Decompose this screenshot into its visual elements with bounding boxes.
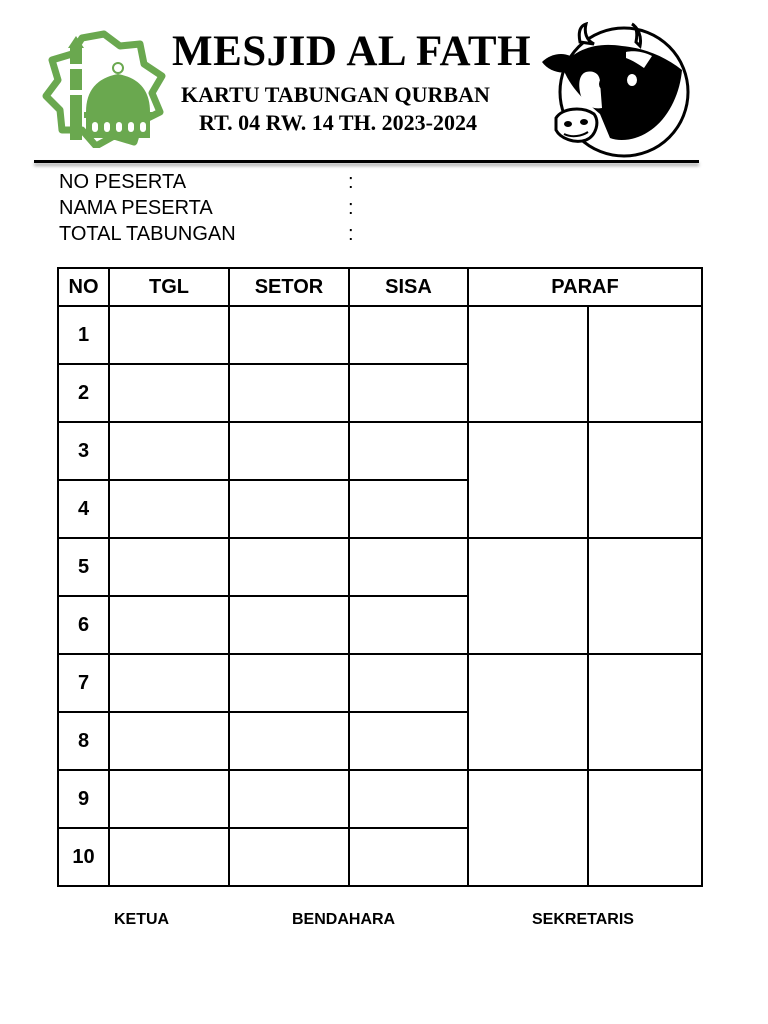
date-cell[interactable] [109, 422, 229, 480]
balance-cell[interactable] [349, 654, 468, 712]
table-row [58, 654, 702, 712]
header-no: NO [58, 268, 109, 306]
row-number: 7 [58, 654, 109, 712]
table-row [58, 770, 702, 828]
signature-cell[interactable] [468, 538, 588, 654]
participant-name-row [59, 195, 389, 221]
participant-name-label: NAMA PESERTA [59, 197, 213, 219]
row-number: 8 [58, 712, 109, 770]
signature-cell[interactable] [588, 654, 702, 770]
mosque-name-title: MESJID AL FATH [172, 28, 532, 75]
header-deposit: SETOR [229, 268, 349, 306]
participant-info [59, 169, 389, 247]
participant-number-row [59, 169, 389, 195]
signature-secretary: SEKRETARIS [532, 911, 634, 928]
signature-cell[interactable] [588, 538, 702, 654]
date-cell[interactable] [109, 828, 229, 886]
table-header-row [58, 268, 702, 306]
date-cell[interactable] [109, 596, 229, 654]
header-signature: PARAF [468, 268, 702, 306]
row-number: 5 [58, 538, 109, 596]
deposit-cell[interactable] [229, 538, 349, 596]
date-cell[interactable] [109, 306, 229, 364]
row-number: 4 [58, 480, 109, 538]
signature-treasurer: BENDAHARA [292, 911, 396, 928]
row-number: 3 [58, 422, 109, 480]
row-number: 1 [58, 306, 109, 364]
date-cell[interactable] [109, 770, 229, 828]
date-cell[interactable] [109, 364, 229, 422]
mosque-logo-icon [40, 30, 168, 148]
balance-cell[interactable] [349, 480, 468, 538]
signature-cell[interactable] [468, 422, 588, 538]
balance-cell[interactable] [349, 538, 468, 596]
signature-cell[interactable] [588, 306, 702, 422]
savings-table [57, 267, 703, 887]
balance-cell[interactable] [349, 770, 468, 828]
row-number: 9 [58, 770, 109, 828]
header-date: TGL [109, 268, 229, 306]
deposit-cell[interactable] [229, 364, 349, 422]
date-cell[interactable] [109, 480, 229, 538]
cow-head-icon [540, 22, 692, 158]
deposit-cell[interactable] [229, 596, 349, 654]
deposit-cell[interactable] [229, 654, 349, 712]
signature-cell[interactable] [588, 770, 702, 886]
table-row [58, 422, 702, 480]
participant-number-colon: : [348, 171, 354, 193]
deposit-cell[interactable] [229, 828, 349, 886]
balance-cell[interactable] [349, 828, 468, 886]
balance-cell[interactable] [349, 712, 468, 770]
table-row [58, 538, 702, 596]
total-savings-colon: : [348, 223, 354, 245]
date-cell[interactable] [109, 654, 229, 712]
balance-cell[interactable] [349, 596, 468, 654]
row-number: 10 [58, 828, 109, 886]
signature-cell[interactable] [468, 306, 588, 422]
participant-number-label: NO PESERTA [59, 171, 187, 193]
signature-chairman: KETUA [114, 911, 170, 928]
balance-cell[interactable] [349, 306, 468, 364]
card-period: RT. 04 RW. 14 TH. 2023-2024 [199, 110, 477, 135]
deposit-cell[interactable] [229, 480, 349, 538]
balance-cell[interactable] [349, 364, 468, 422]
signature-cell[interactable] [468, 654, 588, 770]
row-number: 2 [58, 364, 109, 422]
participant-name-colon: : [348, 197, 354, 219]
signature-cell[interactable] [468, 770, 588, 886]
row-number: 6 [58, 596, 109, 654]
deposit-cell[interactable] [229, 770, 349, 828]
signature-cell[interactable] [588, 422, 702, 538]
header-balance: SISA [349, 268, 468, 306]
date-cell[interactable] [109, 538, 229, 596]
table-row [58, 306, 702, 364]
date-cell[interactable] [109, 712, 229, 770]
deposit-cell[interactable] [229, 306, 349, 364]
deposit-cell[interactable] [229, 422, 349, 480]
header-divider [34, 160, 699, 163]
total-savings-label: TOTAL TABUNGAN [59, 223, 236, 245]
total-savings-row [59, 221, 389, 247]
deposit-cell[interactable] [229, 712, 349, 770]
balance-cell[interactable] [349, 422, 468, 480]
card-subtitle: KARTU TABUNGAN QURBAN [181, 82, 490, 107]
